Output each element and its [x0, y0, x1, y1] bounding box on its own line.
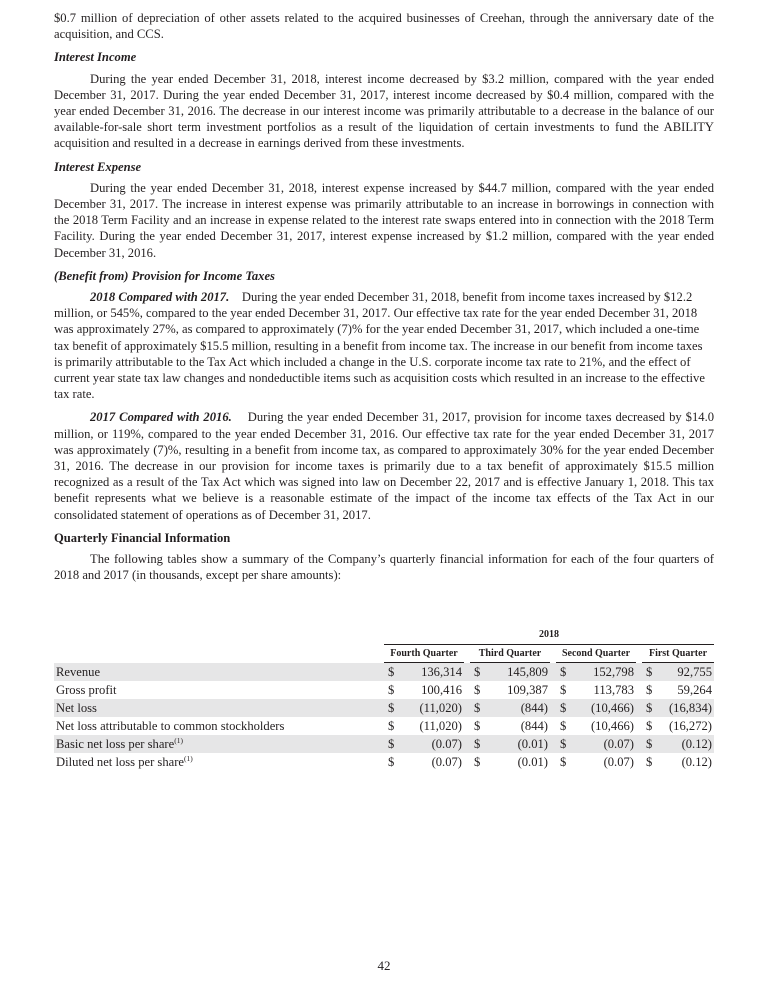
interest-income-heading: Interest Income — [54, 50, 137, 65]
footnote-marker: (1) — [184, 754, 193, 763]
cell-value: (11,020) — [419, 719, 462, 733]
currency-symbol: $ — [470, 699, 488, 717]
document-page — [54, 10, 714, 584]
cell-value: (0.07) — [431, 755, 462, 769]
table-row — [54, 735, 714, 753]
income-taxes-2017-paragraph — [54, 409, 714, 522]
quarterly-financial-table — [54, 626, 714, 771]
cell-value: (16,272) — [668, 719, 712, 733]
cell-value: (0.07) — [402, 735, 464, 753]
interest-expense-heading: Interest Expense — [54, 159, 142, 174]
page-number: 42 — [377, 958, 391, 973]
cell-value: (844) — [520, 719, 548, 733]
currency-symbol: $ — [556, 663, 574, 682]
cell-value: (0.12) — [681, 755, 712, 769]
table-row — [54, 717, 714, 735]
column-header: First Quarter — [642, 644, 714, 663]
row-label-cell — [54, 753, 384, 771]
interest-income-paragraph: During the year ended December 31, 2018, interest income decreased by $3.2 million, compared with the year ended December 31, 2017. During the year ended December 31, 2017, interest income decreased by $0.4 million, compared with the year ended December 31, 2016. The decrease in our interest income was primarily attributable to a decrease in the balance of our available-for-sale short term investment portfolios as a result of the liquidation of certain investments to fund the ABILITY acquisition and resulted in a decrease in earnings derived from these investments. — [54, 71, 714, 151]
table-row — [54, 753, 714, 771]
currency-symbol: $ — [560, 755, 567, 769]
cell-value: (11,020) — [402, 699, 464, 717]
column-header: Fourth Quarter — [384, 644, 464, 663]
table-year-header: 2018 — [384, 626, 714, 644]
cell-value: (10,466) — [574, 699, 636, 717]
cell-value: (844) — [488, 699, 550, 717]
currency-symbol: $ — [474, 719, 481, 733]
currency-symbol: $ — [474, 683, 481, 697]
cell-value: (0.01) — [517, 755, 548, 769]
row-label: Revenue — [54, 663, 384, 682]
currency-symbol: $ — [388, 683, 395, 697]
cell-value: 109,387 — [507, 683, 548, 697]
currency-symbol: $ — [470, 735, 488, 753]
currency-symbol: $ — [642, 699, 660, 717]
table-row — [54, 681, 714, 699]
quarterly-heading: Quarterly Financial Information — [54, 530, 231, 545]
column-header: Third Quarter — [470, 644, 550, 663]
cell-value: 113,783 — [593, 683, 634, 697]
cell-value: (0.12) — [660, 735, 714, 753]
income-taxes-2018-body: During the year ended December 31, 2018, benefit from income taxes increased by $12.2 million, or 545%, compared to the year ended December 31, 2017. Our effective tax rate for the year ended December 31, 2018 was approximately 27%, as compared to approximately (7)% for the year ended December 31, 2017, which included a one-time tax benefit of approximately $15.5 million, resulting in a benefit from income tax. The increase in our benefit from income taxes is primarily attributable to the Tax Act which included a change in the U.S. corporate income tax rate to 21%, and the effect of current year state tax law changes and nondeductible items such as acquisition costs which resulted in an increase to the effective tax rate. — [54, 290, 705, 402]
currency-symbol: $ — [646, 719, 653, 733]
currency-symbol: $ — [384, 663, 402, 682]
table-row — [54, 663, 714, 682]
cell-value: (0.07) — [574, 735, 636, 753]
cell-value: (0.07) — [603, 755, 634, 769]
income-taxes-heading: (Benefit from) Provision for Income Taxes — [54, 268, 275, 283]
currency-symbol: $ — [388, 755, 395, 769]
currency-symbol: $ — [470, 663, 488, 682]
intro-paragraph: $0.7 million of depreciation of other assets related to the acquired businesses of Creehan, through the anniversary date of the acquisition, and CCS. — [54, 11, 714, 42]
income-taxes-2017-body: During the year ended December 31, 2017, provision for income taxes decreased by $14.0 million, or 119%, compared to the year ended December 31, 2016. Our effective tax rate for the year ended December 31, 2017 was approximately (7)%, resulting in a benefit from income tax, as compared to approximately 30% for the year ended December 31, 2016. The decrease in our provision for income taxes is primarily due to a tax benefit of approximately $15.5 million recognized as a result of the Tax Act which was signed into law on December 22, 2017 and is effective January 1, 2018. This tax benefit represents what we believe is a reasonable estimate of the impact of the income tax effects of the Tax Act in our consolidated statement of operations as of December 31, 2017. — [54, 410, 715, 522]
currency-symbol: $ — [556, 735, 574, 753]
cell-value: 92,755 — [660, 663, 714, 682]
currency-symbol: $ — [560, 719, 567, 733]
row-label-cell — [54, 735, 384, 753]
cell-value: 100,416 — [421, 683, 462, 697]
income-taxes-2018-lead: 2018 Compared with 2017. — [90, 290, 230, 305]
cell-value: (16,834) — [660, 699, 714, 717]
currency-symbol: $ — [388, 719, 395, 733]
row-label: Gross profit — [56, 683, 117, 697]
cell-value: 152,798 — [574, 663, 636, 682]
currency-symbol: $ — [560, 683, 567, 697]
currency-symbol: $ — [384, 699, 402, 717]
cell-value: (10,466) — [590, 719, 634, 733]
currency-symbol: $ — [646, 683, 653, 697]
column-header: Second Quarter — [556, 644, 636, 663]
row-label: Net loss attributable to common stockholders — [56, 719, 285, 733]
row-label: Diluted net loss per share — [56, 755, 185, 769]
income-taxes-2017-lead: 2017 Compared with 2016. — [90, 410, 232, 425]
row-label: Net loss — [54, 699, 384, 717]
currency-symbol: $ — [556, 699, 574, 717]
currency-symbol: $ — [474, 755, 481, 769]
cell-value: 59,264 — [677, 683, 712, 697]
currency-symbol: $ — [642, 663, 660, 682]
income-taxes-2018-paragraph — [54, 289, 714, 402]
cell-value: 145,809 — [488, 663, 550, 682]
quarterly-paragraph: The following tables show a summary of the Company’s quarterly financial information for each of the four quarters of 2018 and 2017 (in thousands, except per share amounts): — [54, 552, 714, 583]
footnote-marker: (1) — [174, 736, 183, 745]
table-year-row — [54, 626, 714, 644]
currency-symbol: $ — [642, 735, 660, 753]
currency-symbol: $ — [384, 735, 402, 753]
interest-expense-paragraph: During the year ended December 31, 2018, interest expense increased by $44.7 million, compared with the year ended December 31, 2017. The increase in interest expense was primarily attributable to an increase in borrowings in connection with the 2018 Term Facility and an increase in expense related to the interest rate swaps entered into in connection with the 2018 Term Facility. During the year ended December 31, 2017, interest expense increased by $1.2 million, compared with the year ended December 31, 2016. — [54, 180, 714, 260]
cell-value: 136,314 — [402, 663, 464, 682]
table-row — [54, 699, 714, 717]
cell-value: (0.01) — [488, 735, 550, 753]
table-header-row — [54, 644, 714, 663]
row-label: Basic net loss per share — [56, 737, 175, 751]
currency-symbol: $ — [646, 755, 653, 769]
